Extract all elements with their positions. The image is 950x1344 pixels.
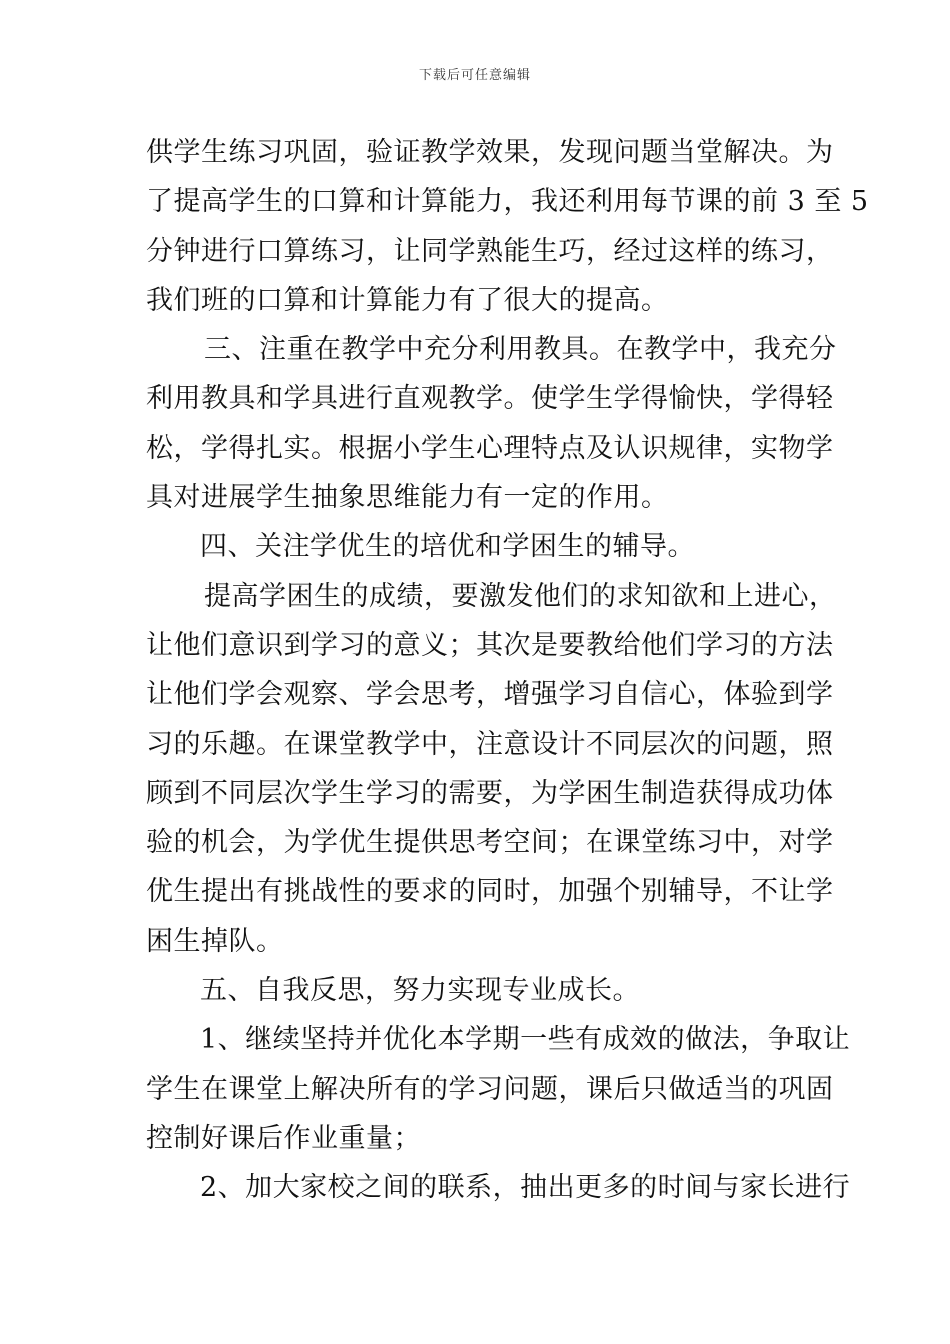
text-line: 分钟进行口算练习，让同学熟能生巧，经过这样的练习， [146, 235, 834, 267]
document-body [146, 128, 869, 1213]
text-line: 供学生练习巩固，验证教学效果，发现问题当堂解决。为 [146, 137, 834, 168]
text-line: 让他们意识到学习的意义；其次是要教给他们学习的方法 [146, 629, 834, 661]
text-line: 具对进展学生抽象思维能力有一定的作用。 [146, 482, 669, 514]
text-line: 让他们学会观察、学会思考，增强学习自信心，体验到学 [146, 679, 834, 711]
text-line: 习的乐趣。在课堂教学中，注意设计不同层次的问题，照 [146, 728, 834, 760]
text-line: 了提高学生的口算和计算能力，我还利用每节课的前 3 至 5 [146, 186, 869, 218]
text-line: 控制好课后作业重量； [146, 1122, 421, 1154]
text-line: 我们班的口算和计算能力有了很大的提高。 [146, 284, 669, 316]
text-line: 优生提出有挑战性的要求的同时，加强个别辅导，不让学 [146, 876, 834, 908]
section-heading-5: 五、自我反思，努力实现专业成长。 [200, 975, 640, 1007]
text-line: 松，学得扎实。根据小学生心理特点及认识规律，实物学 [146, 432, 834, 464]
text-line: 困生掉队。 [146, 925, 284, 957]
text-line: 学生在课堂上解决所有的学习问题，课后只做适当的巩固 [146, 1073, 834, 1105]
list-item-2: 2、加大家校之间的联系，抽出更多的时间与家长进行 [200, 1172, 851, 1204]
text-line: 利用教具和学具进行直观教学。使学生学得愉快，学得轻 [146, 383, 834, 415]
section-heading-3: 三、注重在教学中充分利用教具。在教学中，我充分 [204, 334, 837, 366]
text-line: 顾到不同层次学生学习的需要，为学困生制造获得成功体 [146, 777, 834, 809]
paragraph-start: 提高学困生的成绩，要激发他们的求知欲和上进心， [204, 580, 837, 612]
list-item-1: 1、继续坚持并优化本学期一些有成效的做法，争取让 [200, 1024, 851, 1056]
section-heading-4: 四、关注学优生的培优和学困生的辅导。 [200, 531, 695, 563]
page-header: 下载后可任意编辑 [418, 68, 531, 83]
text-line: 验的机会，为学优生提供思考空间；在课堂练习中，对学 [146, 827, 834, 859]
